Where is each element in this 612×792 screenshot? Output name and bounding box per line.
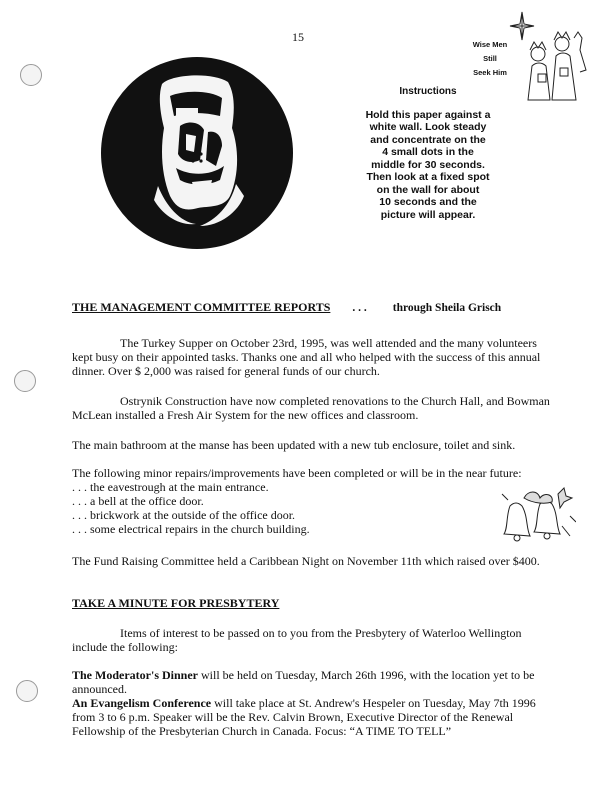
list-item: . . . some electrical repairs in the church building. [72, 522, 310, 536]
paragraph-line: Ostrynik Construction have now completed renovations to the Church Hall, and Bowman [120, 394, 550, 408]
paragraph-line: dinner. Over $ 2,000 was raised for general funds of our church. [72, 364, 380, 378]
moderator-dinner-title: The Moderator's Dinner [72, 668, 198, 682]
optical-illusion-face-icon [100, 56, 294, 250]
greeting-line-3: Seek Him [473, 68, 507, 77]
paragraph-line: The Turkey Supper on October 23rd, 1995, was well attended and the many volunteers [120, 336, 537, 350]
turkey-supper-paragraph [72, 336, 552, 378]
management-heading: THE MANAGEMENT COMMITTEE REPORTS [72, 300, 331, 314]
page-number: 15 [292, 30, 304, 44]
instructions-line: Then look at a fixed spot [366, 171, 490, 183]
paragraph-line: announced. [72, 682, 127, 696]
binder-hole-bottom [16, 680, 38, 702]
presbytery-heading: TAKE A MINUTE FOR PRESBYTERY [72, 596, 280, 610]
evangelism-conference-text: will take place at St. Andrew's Hespeler on Tuesday, May 7th 1996 [211, 696, 536, 710]
instructions-block [343, 86, 513, 221]
list-item: . . . brickwork at the outside of the office door. [72, 508, 296, 522]
repairs-intro: The following minor repairs/improvements have been completed or will be in the near future: [72, 466, 522, 480]
christmas-bells-icon [500, 486, 576, 546]
instructions-line: and concentrate on the [370, 133, 486, 146]
paragraph-line: kept busy on their appointed tasks. Thanks one and all who helped with the success of this annual [72, 350, 541, 364]
evangelism-conference-paragraph [72, 696, 562, 738]
instructions-line: picture will appear. [380, 208, 476, 221]
repairs-list [72, 480, 310, 536]
instructions-title: Instructions [399, 86, 457, 97]
paragraph-line: McLean installed a Fresh Air System for the new offices and classroom. [72, 408, 419, 422]
instructions-line: white wall. Look steady [369, 121, 487, 133]
presbytery-intro [72, 626, 552, 654]
greeting-line-1: Wise Men [472, 40, 508, 49]
management-heading-row [72, 298, 501, 316]
paragraph-line: include the following: [72, 640, 178, 654]
paragraph-line: Items of interest to be passed on to you from the Presbytery of Waterloo Wellington [120, 626, 522, 640]
list-item: . . . a bell at the office door. [72, 494, 204, 508]
instructions-line: 4 small dots in the [382, 146, 474, 158]
fundraising-paragraph: The Fund Raising Committee held a Caribbean Night on November 11th which raised over $400. [72, 554, 540, 568]
paragraph-line: from 3 to 6 p.m. Speaker will be the Rev. Calvin Brown, Executive Director of the Renewal [72, 710, 514, 724]
management-byline: through Sheila Grisch [392, 302, 502, 314]
instructions-line: 10 seconds and the [379, 196, 477, 208]
renovations-paragraph [72, 394, 552, 422]
instructions-line: on the wall for about [376, 183, 480, 196]
evangelism-conference-title: An Evangelism Conference [72, 696, 212, 710]
binder-hole-middle [14, 370, 36, 392]
list-item: . . . the eavestrough at the main entrance. [72, 480, 269, 494]
moderator-dinner-paragraph [72, 668, 562, 696]
instructions-line: Hold this paper against a [365, 108, 491, 121]
greeting-line-2: Still [483, 54, 497, 63]
moderator-dinner-text: will be held on Tuesday, March 26th 1996, with the location yet to be [197, 668, 535, 682]
instructions-body [343, 109, 513, 222]
management-ellipsis: . . . [352, 302, 367, 314]
wise-men-star-icon [508, 10, 588, 102]
binder-hole-top [20, 64, 42, 86]
instructions-line: middle for 30 seconds. [371, 158, 485, 171]
bathroom-paragraph: The main bathroom at the manse has been updated with a new tub enclosure, toilet and sink. [72, 438, 516, 452]
paragraph-line: Fellowship of the Presbyterian Church in Canada. Focus: “A TIME TO TELL” [72, 724, 452, 738]
